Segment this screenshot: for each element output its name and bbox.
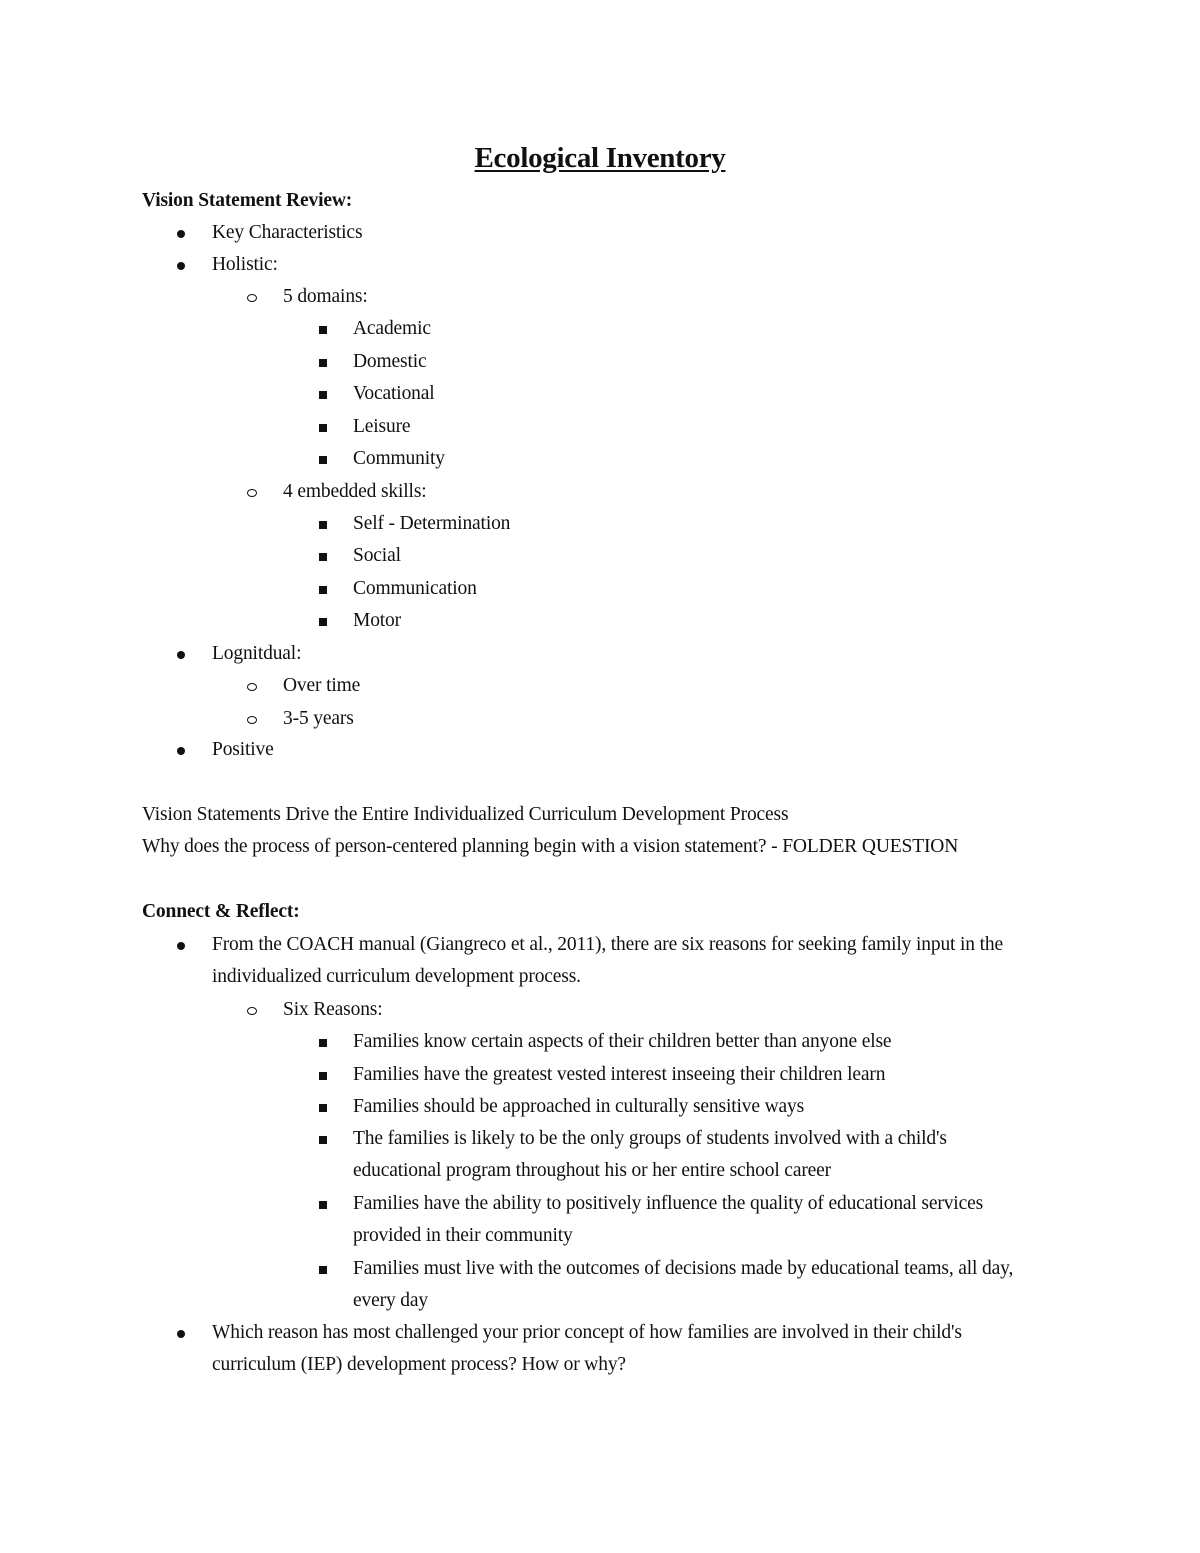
list-item: Families know certain aspects of their children better than anyone else — [353, 1031, 892, 1052]
list-item: Families have the ability to positively influence the quality of educational services — [353, 1193, 984, 1214]
bullet-square-icon — [319, 1072, 327, 1080]
list-item: 5 domains: — [283, 286, 368, 307]
bullet-square-icon — [319, 1104, 327, 1112]
bullet-square-icon — [319, 618, 327, 626]
paragraph-line: Vision Statements Drive the Entire Individualized Curriculum Development Process — [142, 804, 789, 825]
list-item: Leisure — [353, 416, 411, 437]
paragraph-line: Why does the process of person-centered planning begin with a vision statement? - FOLDER QUESTION — [142, 836, 959, 857]
list-item: Vocational — [353, 383, 435, 404]
list-item: From the COACH manual (Giangreco et al., 2011), there are six reasons for seeking family input in the — [212, 934, 1003, 955]
list-item-continuation: educational program throughout his or her entire school career — [353, 1160, 832, 1181]
bullet-disc-icon — [177, 1330, 185, 1338]
bullet-square-icon — [319, 1039, 327, 1047]
bullet-circle-icon — [247, 489, 257, 497]
list-item: Academic — [353, 318, 431, 339]
list-item: Domestic — [353, 351, 427, 372]
bullet-square-icon — [319, 391, 327, 399]
bullet-square-icon — [319, 1201, 327, 1209]
list-item: Families should be approached in culturally sensitive ways — [353, 1096, 805, 1117]
list-item: Motor — [353, 610, 402, 631]
list-item: Positive — [212, 739, 274, 760]
bullet-square-icon — [319, 359, 327, 367]
list-item: Self - Determination — [353, 513, 511, 534]
list-item: Community — [353, 448, 445, 469]
list-item: Key Characteristics — [212, 222, 363, 243]
bullet-disc-icon — [177, 262, 185, 270]
bullet-circle-icon — [247, 294, 257, 302]
bullet-square-icon — [319, 456, 327, 464]
section-heading-connect: Connect & Reflect: — [142, 901, 300, 922]
list-item: Social — [353, 545, 401, 566]
bullet-square-icon — [319, 521, 327, 529]
bullet-square-icon — [319, 424, 327, 432]
bullet-circle-icon — [247, 1007, 257, 1015]
list-item-continuation: curriculum (IEP) development process? How or why? — [212, 1354, 626, 1375]
list-item: 4 embedded skills: — [283, 481, 427, 502]
bullet-disc-icon — [177, 747, 185, 755]
list-item: Over time — [283, 675, 361, 696]
list-item: The families is likely to be the only groups of students involved with a child's — [353, 1128, 947, 1149]
bullet-circle-icon — [247, 716, 257, 724]
list-item: Families must live with the outcomes of decisions made by educational teams, all day, — [353, 1258, 1014, 1279]
bullet-square-icon — [319, 1136, 327, 1144]
bullet-disc-icon — [177, 942, 185, 950]
list-item: Families have the greatest vested interest inseeing their children learn — [353, 1064, 886, 1085]
list-item: Holistic: — [212, 254, 278, 275]
section-heading-vision: Vision Statement Review: — [142, 190, 353, 211]
list-item-continuation: individualized curriculum development process. — [212, 966, 581, 987]
list-item: Lognitdual: — [212, 643, 302, 664]
list-item-continuation: provided in their community — [353, 1225, 573, 1246]
bullet-square-icon — [319, 586, 327, 594]
bullet-square-icon — [319, 326, 327, 334]
list-item: Which reason has most challenged your prior concept of how families are involved in their child's — [212, 1322, 962, 1343]
bullet-square-icon — [319, 1266, 327, 1274]
bullet-disc-icon — [177, 651, 185, 659]
bullet-disc-icon — [177, 230, 185, 238]
list-item: Six Reasons: — [283, 999, 383, 1020]
list-item-continuation: every day — [353, 1290, 428, 1311]
bullet-circle-icon — [247, 683, 257, 691]
bullet-square-icon — [319, 553, 327, 561]
list-item: Communication — [353, 578, 477, 599]
list-item: 3-5 years — [283, 708, 354, 729]
page-title: Ecological Inventory — [474, 142, 726, 174]
